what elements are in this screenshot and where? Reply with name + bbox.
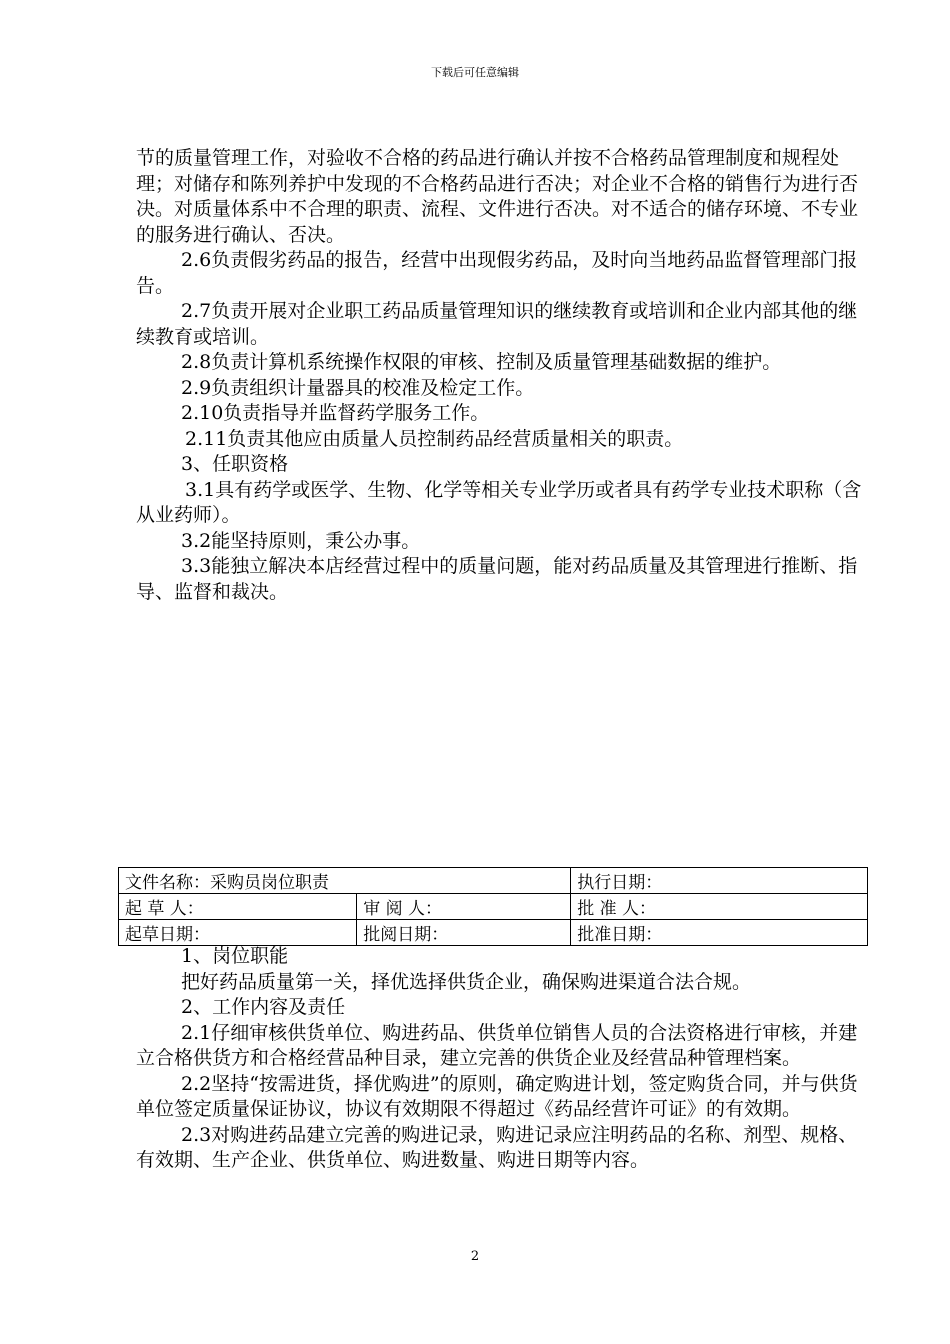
paragraph: 节的质量管理工作，对验收不合格的药品进行确认并按不合格药品管理制度和规程处理；对储存和陈列养护中发现的不合格药品进行否决；对企业不合格的销售行为进行否决。对质量体系中不合理的职责、流程、文件进行否决。对不适合的储存环境、不专业的服务进行确认、否决。: [136, 147, 859, 246]
paragraph: 2.10负责指导并监督药学服务工作。: [181, 402, 490, 424]
paragraph: 3.2能坚持原则，秉公办事。: [181, 529, 421, 552]
page-number: 2: [470, 1249, 480, 1264]
table-row: [119, 868, 868, 894]
draft-date-cell: 起草日期：: [119, 920, 357, 946]
page-header: 下载后可任意编辑: [431, 66, 519, 79]
section-heading: 1、岗位职能: [181, 945, 289, 967]
paragraph: 3.1具有药学或医学、生物、化学等相关专业学历或者具有药学专业技术职称（含从业药师）。: [136, 478, 862, 526]
section-heading: 3、任职资格: [181, 453, 289, 475]
paragraph: 2.3对购进药品建立完善的购进记录，购进记录应注明药品的名称、剂型、规格、有效期、生产企业、供货单位、购进数量、购进日期等内容。: [136, 1123, 858, 1171]
table-row: [119, 920, 868, 946]
document-info-table: [118, 867, 868, 946]
reviewer-cell: 审 阅 人：: [357, 894, 571, 920]
review-date-cell: 批阅日期：: [357, 920, 571, 946]
paragraph: 2.2坚持“按需进货，择优购进”的原则，确定购进计划，签定购货合同，并与供货单位签定质量保证协议，协议有效期限不得超过《药品经营许可证》的有效期。: [136, 1072, 858, 1120]
paragraph: 把好药品质量第一关，择优选择供货企业，确保购进渠道合法合规。: [181, 970, 752, 993]
drafter-cell: 起 草 人：: [119, 894, 357, 920]
body-block-2: [136, 944, 862, 1174]
paragraph: 2.11负责其他应由质量人员控制药品经营质量相关的职责。: [185, 427, 684, 450]
exec-date-cell: 执行日期：: [571, 868, 868, 894]
approver-cell: 批 准 人：: [571, 894, 868, 920]
paragraph: 2.6负责假劣药品的报告，经营中出现假劣药品，及时向当地药品监督管理部门报告。: [136, 249, 858, 297]
table-row: [119, 894, 868, 920]
body-block-1: [136, 146, 862, 605]
paragraph: 2.9负责组织计量器具的校准及检定工作。: [181, 376, 535, 399]
paragraph: 2.8负责计算机系统操作权限的审核、控制及质量管理基础数据的维护。: [181, 351, 782, 373]
paragraph: 3.3能独立解决本店经营过程中的质量问题，能对药品质量及其管理进行推断、指导、监督和裁决。: [136, 555, 858, 603]
paragraph: 2.7负责开展对企业职工药品质量管理知识的继续教育或培训和企业内部其他的继续教育或培训。: [136, 300, 858, 348]
approve-date-cell: 批准日期：: [571, 920, 868, 946]
section-heading: 2、工作内容及责任: [181, 996, 346, 1018]
file-name-cell: 文件名称：采购员岗位职责: [119, 868, 571, 894]
paragraph: 2.1仔细审核供货单位、购进药品、供货单位销售人员的合法资格进行审核，并建立合格供货方和合格经营品种目录，建立完善的供货企业及经营品种管理档案。: [136, 1021, 858, 1069]
